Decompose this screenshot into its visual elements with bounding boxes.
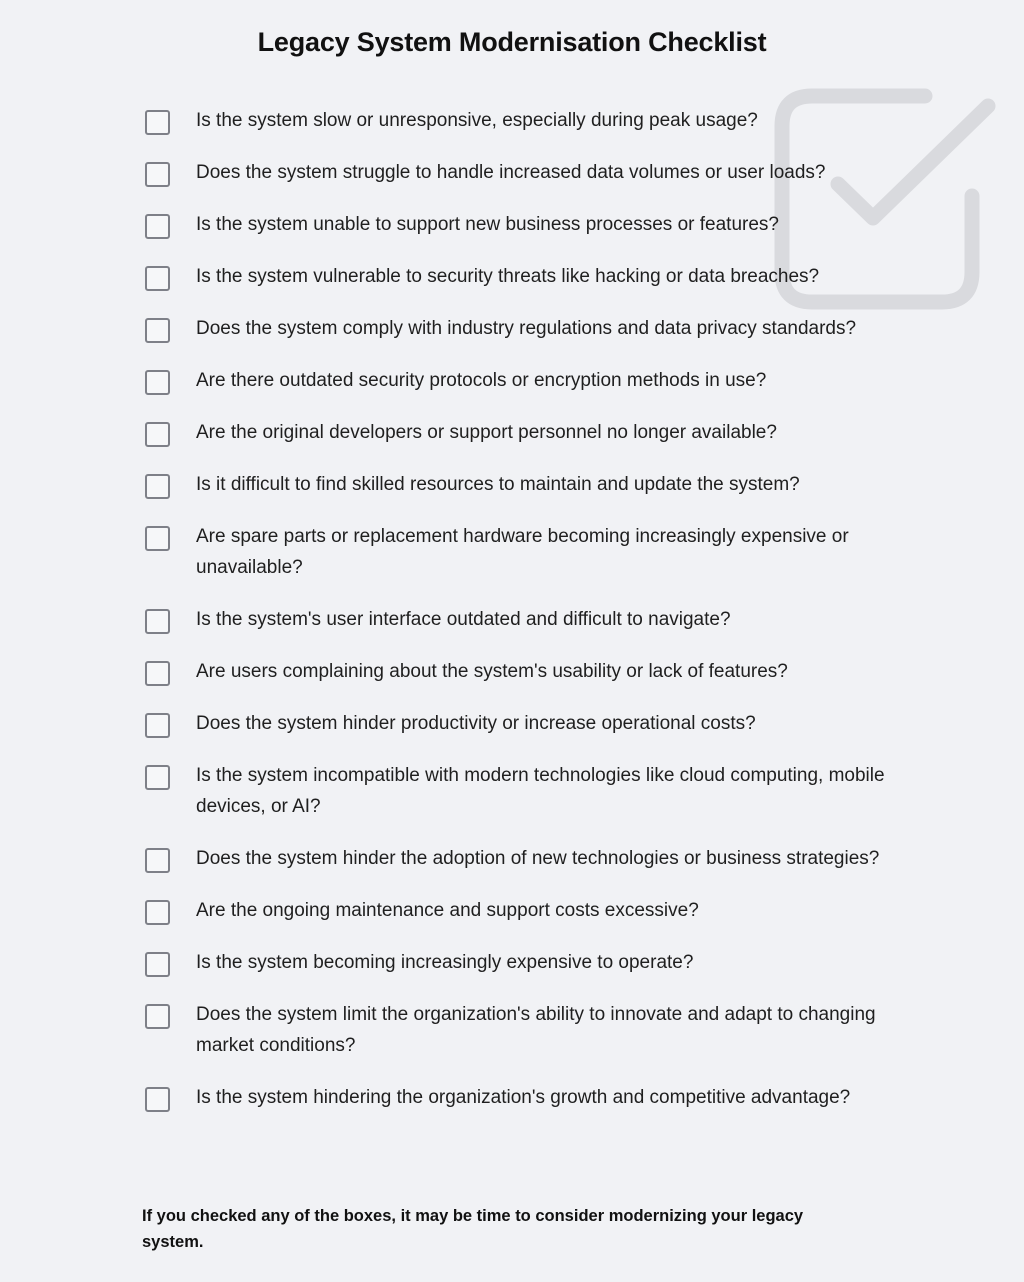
checkbox[interactable]	[145, 848, 170, 873]
checklist-item	[145, 313, 885, 344]
checkbox[interactable]	[145, 765, 170, 790]
checkbox[interactable]	[145, 162, 170, 187]
checkbox[interactable]	[145, 266, 170, 291]
checklist-item-label: Are the original developers or support personnel no longer available?	[196, 422, 777, 443]
checklist-item-label: Is the system vulnerable to security threats like hacking or data breaches?	[196, 266, 820, 287]
checklist-item-label: Is the system becoming increasingly expensive to operate?	[196, 952, 694, 973]
checkbox[interactable]	[145, 713, 170, 738]
checkbox[interactable]	[145, 952, 170, 977]
checklist-item	[145, 365, 885, 396]
checkbox[interactable]	[145, 110, 170, 135]
checklist-item-label: Are spare parts or replacement hardware becoming increasingly expensive or unavailable?	[196, 526, 849, 578]
checklist-item	[145, 521, 885, 583]
checkbox[interactable]	[145, 370, 170, 395]
checkbox[interactable]	[145, 474, 170, 499]
footer-note: If you checked any of the boxes, it may be time to consider modernizing your legacy system.	[142, 1207, 804, 1251]
checklist-item-label: Is the system hindering the organization's growth and competitive advantage?	[196, 1087, 851, 1108]
checklist-item-label: Does the system comply with industry regulations and data privacy standards?	[196, 318, 857, 339]
checklist-item	[145, 947, 885, 978]
checklist-item	[145, 843, 885, 874]
checklist-item-label: Is the system slow or unresponsive, especially during peak usage?	[196, 110, 758, 131]
checklist-item	[145, 1082, 885, 1113]
checklist-item	[145, 417, 885, 448]
checklist-item-label: Is the system incompatible with modern technologies like cloud computing, mobile devices, or AI?	[196, 765, 885, 817]
checklist-item	[145, 469, 885, 500]
checkbox[interactable]	[145, 1087, 170, 1112]
checkbox[interactable]	[145, 318, 170, 343]
checkbox[interactable]	[145, 1004, 170, 1029]
checklist-item	[145, 760, 885, 822]
checklist-item	[145, 105, 885, 136]
checkbox[interactable]	[145, 422, 170, 447]
checklist-item	[145, 999, 885, 1061]
checklist-item-label: Is the system's user interface outdated and difficult to navigate?	[196, 609, 731, 630]
checklist-item	[145, 157, 885, 188]
checklist-item-label: Does the system hinder productivity or increase operational costs?	[196, 713, 756, 734]
checkbox[interactable]	[145, 661, 170, 686]
checklist-item	[145, 604, 885, 635]
checklist-item-label: Are users complaining about the system's usability or lack of features?	[196, 661, 788, 682]
checklist-item-label: Is it difficult to find skilled resources to maintain and update the system?	[196, 474, 800, 495]
checklist-item-label: Are there outdated security protocols or encryption methods in use?	[196, 370, 767, 391]
checklist-item	[145, 708, 885, 739]
checkbox[interactable]	[145, 900, 170, 925]
page-title: Legacy System Modernisation Checklist	[257, 27, 767, 57]
checkbox[interactable]	[145, 526, 170, 551]
checklist-item-label: Is the system unable to support new business processes or features?	[196, 214, 779, 235]
checklist-item-label: Are the ongoing maintenance and support costs excessive?	[196, 900, 699, 921]
checklist-item	[145, 261, 885, 292]
checklist-item	[145, 895, 885, 926]
checklist-item	[145, 209, 885, 240]
checklist	[145, 105, 885, 1134]
checklist-item-label: Does the system limit the organization's ability to innovate and adapt to changing market conditions?	[196, 1004, 876, 1056]
checkbox[interactable]	[145, 609, 170, 634]
checklist-item-label: Does the system hinder the adoption of new technologies or business strategies?	[196, 848, 880, 869]
checkbox[interactable]	[145, 214, 170, 239]
checklist-item-label: Does the system struggle to handle increased data volumes or user loads?	[196, 162, 826, 183]
checklist-item	[145, 656, 885, 687]
